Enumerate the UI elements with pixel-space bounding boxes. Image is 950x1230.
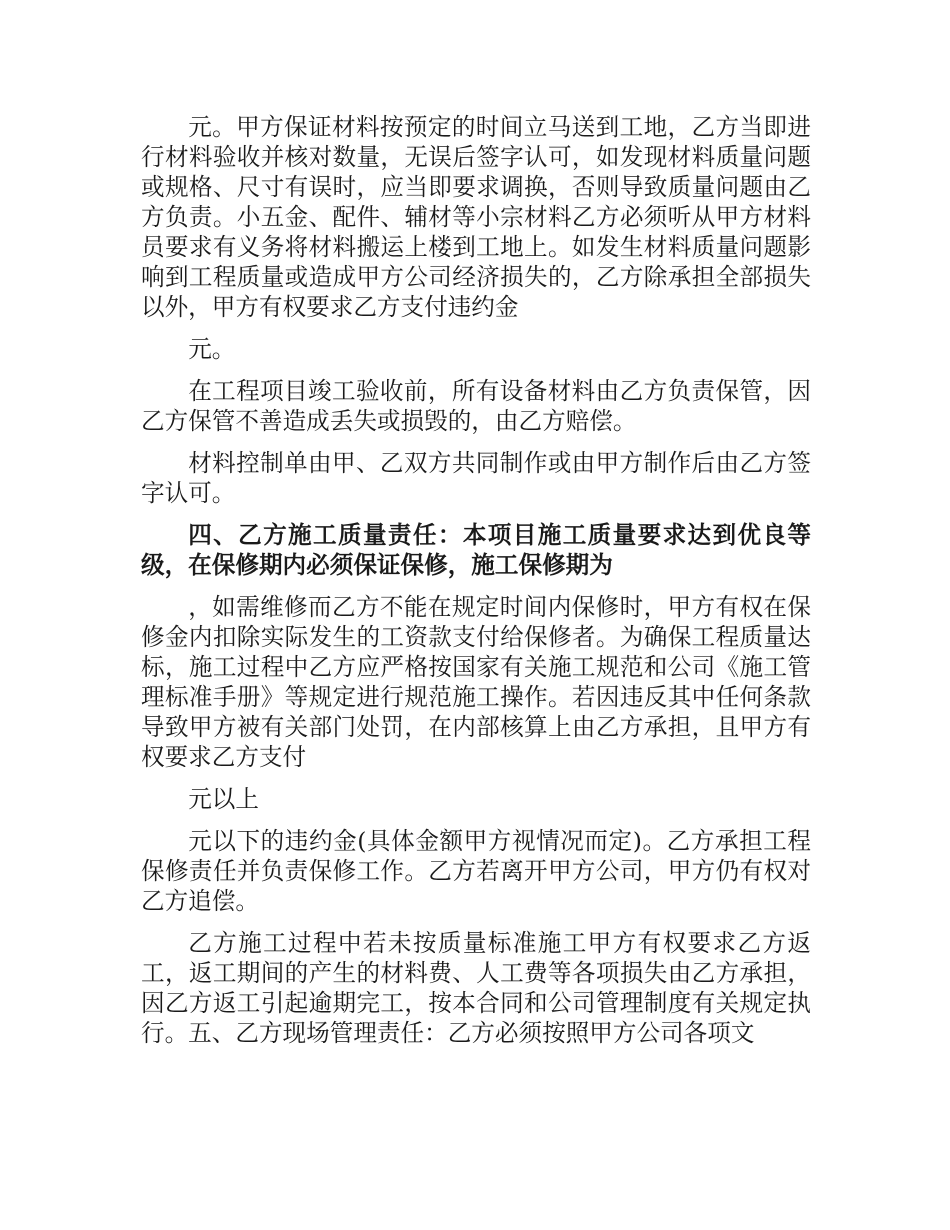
section-heading-quality-responsibility: 四、乙方施工质量责任：本项目施工质量要求达到优良等级，在保修期内必须保证保修，施工保修期为	[141, 521, 811, 579]
document-page	[141, 112, 811, 1060]
paragraph-material-delivery: 元。甲方保证材料按预定的时间立马送到工地，乙方当即进行材料验收并核对数量，无误后签字认可，如发现材料质量问题或规格、尺寸有误时，应当即要求调换，否则导致质量问题由乙方负责。小五金、配件、辅材等小宗材料乙方必须听从甲方材料员要求有义务将材料搬运上楼到工地上。如发生材料质量问题影响到工程质量或造成甲方公司经济损失的，乙方除承担全部损失以外，甲方有权要求乙方支付违约金	[141, 113, 811, 321]
paragraph-penalty-lower: 元以上	[188, 785, 259, 813]
paragraph-warranty-repair: ，如需维修而乙方不能在规定时间内保修时，甲方有权在保修金内扣除实际发生的工资款支付给保修者。为确保工程质量达标，施工过程中乙方应严格按国家有关施工规范和公司《施工管理标准手册》等规定进行规范施工操作。若因违反其中任何条款导致甲方被有关部门处罚，在内部核算上由乙方承担，且甲方有权要求乙方支付	[141, 593, 811, 771]
paragraph-material-control: 材料控制单由甲、乙双方共同制作或由甲方制作后由乙方签字认可。	[141, 449, 811, 507]
paragraph-material-custody: 在工程项目竣工验收前，所有设备材料由乙方负责保管，因乙方保管不善造成丢失或损毁的，由乙方赔偿。	[141, 377, 811, 435]
paragraph-rework: 乙方施工过程中若未按质量标准施工甲方有权要求乙方返工，返工期间的产生的材料费、人工费等各项损失由乙方承担，因乙方返工引起逾期完工，按本合同和公司管理制度有关规定执行。五、乙方现场管理责任：乙方必须按照甲方公司各项文	[141, 929, 811, 1047]
paragraph-penalty-upper: 元以下的违约金(具体金额甲方视情况而定)。乙方承担工程保修责任并负责保修工作。乙方若离开甲方公司，甲方仍有权对乙方追偿。	[141, 827, 811, 915]
paragraph-penalty-unit: 元。	[188, 335, 236, 363]
